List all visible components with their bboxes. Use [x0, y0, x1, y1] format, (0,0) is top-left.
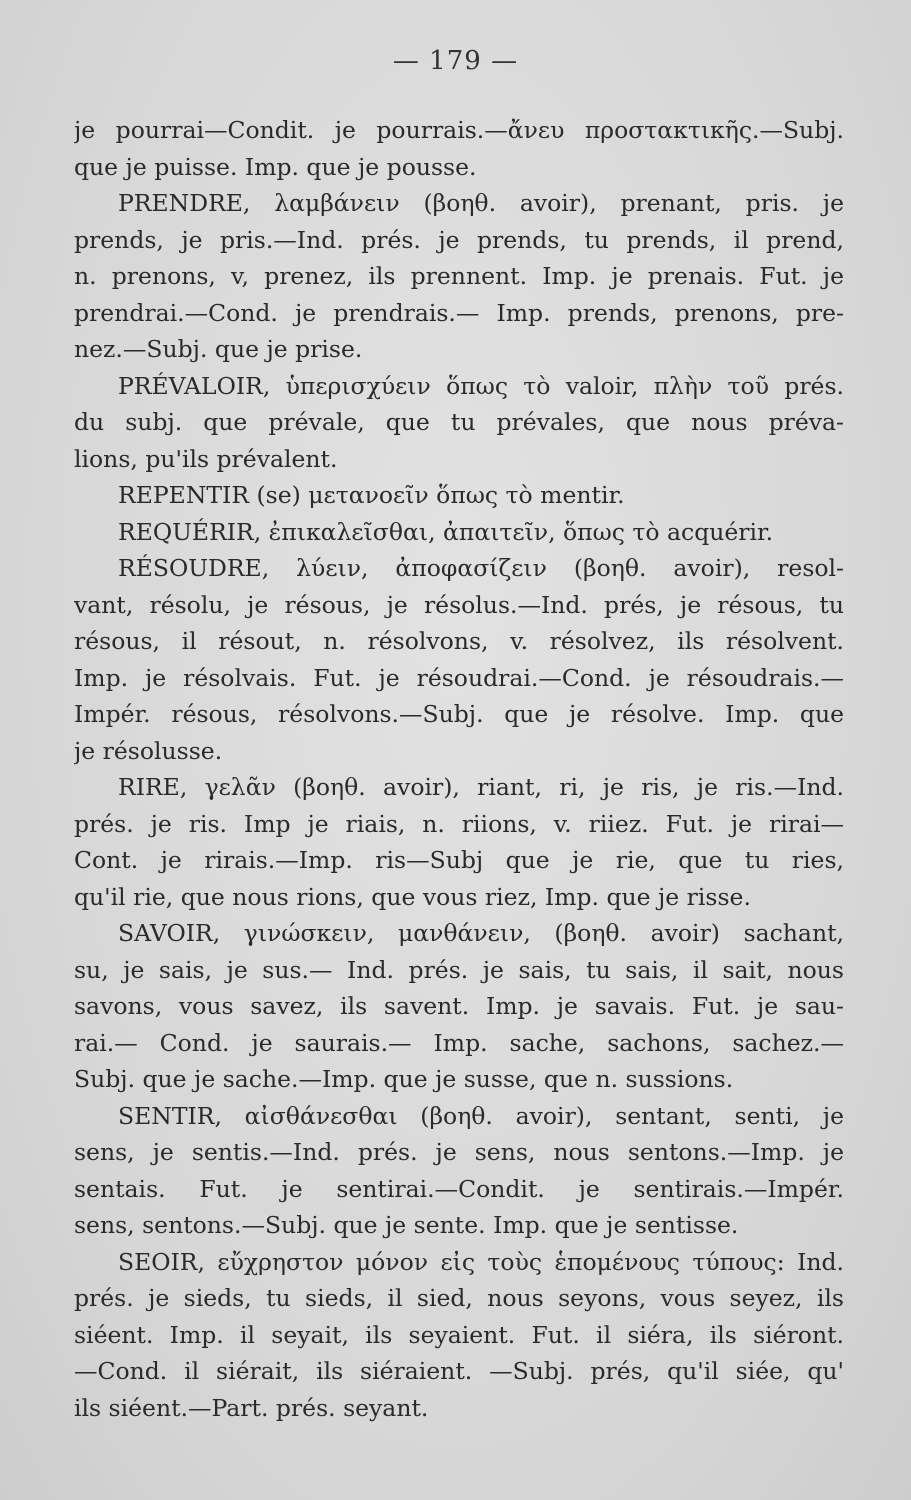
text-line: SENTIR, αἰσθάνεσθαι (βοηθ. avoir), sentant, senti, je — [118, 1101, 844, 1130]
text-line: RIRE, γελᾶν (βοηθ. avoir), riant, ri, je ris, je ris.—Ind. — [118, 773, 844, 801]
text-line: sens, je sentis.—Ind. prés. je sens, nous sentons.—Imp. je — [74, 1138, 844, 1166]
text-line: REQUÉRIR, ἐπικαλεῖσθαι, ἀπαιτεῖν, ὅπως τὸ acquérir. — [118, 517, 774, 546]
text-line: sentais. Fut. je sentirai.—Condit. je sentirais.—Impér. — [74, 1174, 844, 1203]
text-line: que je puisse. Imp. que je pousse. — [74, 152, 477, 181]
text-line: Imp. je résolvais. Fut. je résoudrai.—Cond. je résoudrais.— — [74, 663, 844, 692]
text-line: su, je sais, je sus.— Ind. prés. je sais, tu sais, il sait, nous — [74, 955, 844, 984]
text-line: Cont. je rirais.—Imp. ris—Subj que je rie, que tu ries, — [74, 846, 844, 874]
text-line: lions, pu'ils prévalent. — [74, 444, 338, 473]
text-line: prés. je sieds, tu sieds, il sied, nous seyons, vous seyez, ils — [74, 1284, 844, 1312]
body-text — [74, 112, 844, 1426]
text-line: n. prenons, v, prenez, ils prennent. Imp. je prenais. Fut. je — [74, 262, 844, 290]
text-line: du subj. que prévale, que tu prévales, que nous préva- — [74, 408, 844, 436]
text-line: prends, je pris.—Ind. prés. je prends, tu prends, il prend, — [74, 225, 844, 254]
text-line: ils siéent.—Part. prés. seyant. — [74, 1393, 429, 1422]
page-number: — 179 — — [392, 46, 519, 76]
text-line: prendrai.—Cond. je prendrais.— Imp. prends, prenons, pre- — [74, 298, 844, 327]
text-line: Subj. que je sache.—Imp. que je susse, que n. sussions. — [74, 1065, 734, 1093]
text-line: résous, il résout, n. résolvons, v. résolvez, ils résolvent. — [74, 627, 844, 655]
text-line: siéent. Imp. il seyait, ils seyaient. Fut. il siéra, ils siéront. — [74, 1320, 844, 1349]
text-line: prés. je ris. Imp je riais, n. riions, v. riiez. Fut. je rirai— — [74, 809, 844, 838]
text-line: vant, résolu, je résous, je résolus.—Ind. prés, je résous, tu — [74, 590, 844, 619]
text-line: SAVOIR, γινώσκειν, μανθάνειν, (βοηθ. avoir) sachant, — [118, 919, 844, 947]
text-line: PRÉVALOIR, ὑπερισχύειν ὅπως τὸ valoir, πλὴν τοῦ prés. — [118, 371, 844, 400]
text-line: RÉSOUDRE, λύειν, ἀποφασίζειν (βοηθ. avoir), resol- — [118, 554, 844, 582]
text-line: je résolusse. — [74, 736, 223, 765]
text-line: Impér. résous, résolvons.—Subj. que je résolve. Imp. que — [74, 700, 844, 728]
text-line: REPENTIR (se) μετανοεῖν ὅπως τὸ mentir. — [118, 481, 625, 509]
text-line: nez.—Subj. que je prise. — [74, 335, 363, 363]
text-line: qu'il rie, que nous rions, que vous riez, Imp. que je risse. — [74, 882, 751, 911]
text-line: SEOIR, εὔχρηστον μόνον εἰς τοὺς ἑπομένους τύπους: Ind. — [118, 1247, 844, 1276]
text-line: PRENDRE, λαμβάνειν (βοηθ. avoir), prenant, pris. je — [118, 189, 844, 217]
text-line: rai.— Cond. je saurais.— Imp. sache, sachons, sachez.— — [74, 1028, 844, 1057]
text-line: savons, vous savez, ils savent. Imp. je savais. Fut. je sau- — [74, 992, 844, 1020]
text-line: je pourrai—Condit. je pourrais.—ἄνευ προστακτικῆς.—Subj. — [74, 116, 844, 144]
text-line: sens, sentons.—Subj. que je sente. Imp. que je sentisse. — [74, 1211, 739, 1239]
text-line: —Cond. il siérait, ils siéraient. —Subj. prés, qu'il siée, qu' — [74, 1357, 844, 1385]
